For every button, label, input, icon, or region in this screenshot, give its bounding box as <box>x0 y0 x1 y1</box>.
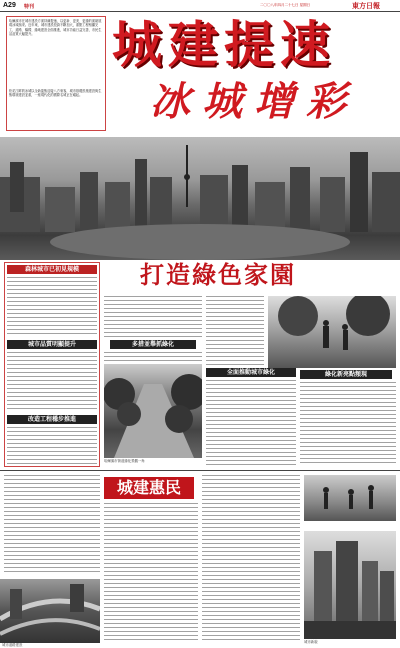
section-label: 特刊 <box>24 4 35 10</box>
planting-graphic <box>304 475 396 521</box>
left-column-body-2 <box>7 352 97 412</box>
street-greening-photo <box>104 364 202 458</box>
benefit-mid-body-1 <box>104 503 198 643</box>
left-column-subhead-2: 改造工程穩步推進 <box>7 415 97 424</box>
hero-subtitle: 冰城增彩 <box>150 78 358 125</box>
page-number: A29 <box>3 2 16 9</box>
buildings-photo-caption: 城市新貌 <box>304 640 318 644</box>
benefit-section <box>0 470 400 648</box>
left-column-subhead-1: 城市品質明顯提升 <box>7 340 97 349</box>
green-left-column <box>4 262 100 467</box>
right-column-body <box>300 382 396 465</box>
page-header <box>0 0 400 12</box>
towers-graphic <box>304 531 396 639</box>
city-panorama-photo <box>0 137 400 260</box>
center-column-head: 全面推動城市綠化 <box>206 368 296 377</box>
mid-column-body-2 <box>104 352 202 362</box>
hero-title: 城建提速 <box>112 15 336 74</box>
left-column-body-3 <box>7 427 97 467</box>
green-title: 打造綠色家園 <box>140 260 296 289</box>
intro-text: 哈爾濱市在城市建設方面持續提速，以更新、更美、更綠的面貌展現冰城風采。近年來，城市建設投資不斷加大，重點工程相繼完工，道路、橋樑、綠地建設全面推進，城市功能日益完善，市民生活品質大幅提升。 <box>9 19 102 37</box>
intro-text-2: 松花江畔的冰城以全新姿態迎接八方來客，城市基礎設施建設與生態環境建設並重，一座現代化的國際名城正在崛起。 <box>9 89 102 98</box>
center-column-body-1 <box>206 296 264 366</box>
skyline-graphic <box>0 137 400 260</box>
park-photo <box>268 296 396 368</box>
road-photo-caption: 城市道路建設 <box>2 643 23 647</box>
park-people-graphic <box>268 296 396 368</box>
mid-column-head: 多措並舉抓綠化 <box>110 340 196 349</box>
mid-photo-caption: 哈爾濱市街道綠化景觀一角 <box>104 459 145 463</box>
benefit-mid-body-2 <box>202 475 300 643</box>
benefit-title-bar <box>104 477 194 499</box>
right-meta: 二〇〇八年四月二十七日 星期日 <box>260 3 311 7</box>
hero-section <box>0 12 400 137</box>
left-column-body-1 <box>7 277 97 337</box>
benefit-title: 城建惠民 <box>116 478 181 497</box>
intro-box <box>6 16 106 131</box>
tree-path-graphic <box>104 364 202 458</box>
mid-column-body-1 <box>104 296 202 338</box>
right-column-head: 綠化新亮點頻現 <box>300 370 392 379</box>
left-column-head: 森林城市已初見規模 <box>7 265 97 274</box>
masthead: 東方日報 <box>352 1 380 10</box>
road-construction-photo <box>0 579 100 643</box>
tree-planting-photo <box>304 475 396 521</box>
center-column-body-2 <box>206 380 296 465</box>
new-buildings-photo <box>304 531 396 639</box>
overpass-graphic <box>0 579 100 643</box>
green-section <box>0 260 400 470</box>
benefit-left-body <box>4 475 100 575</box>
